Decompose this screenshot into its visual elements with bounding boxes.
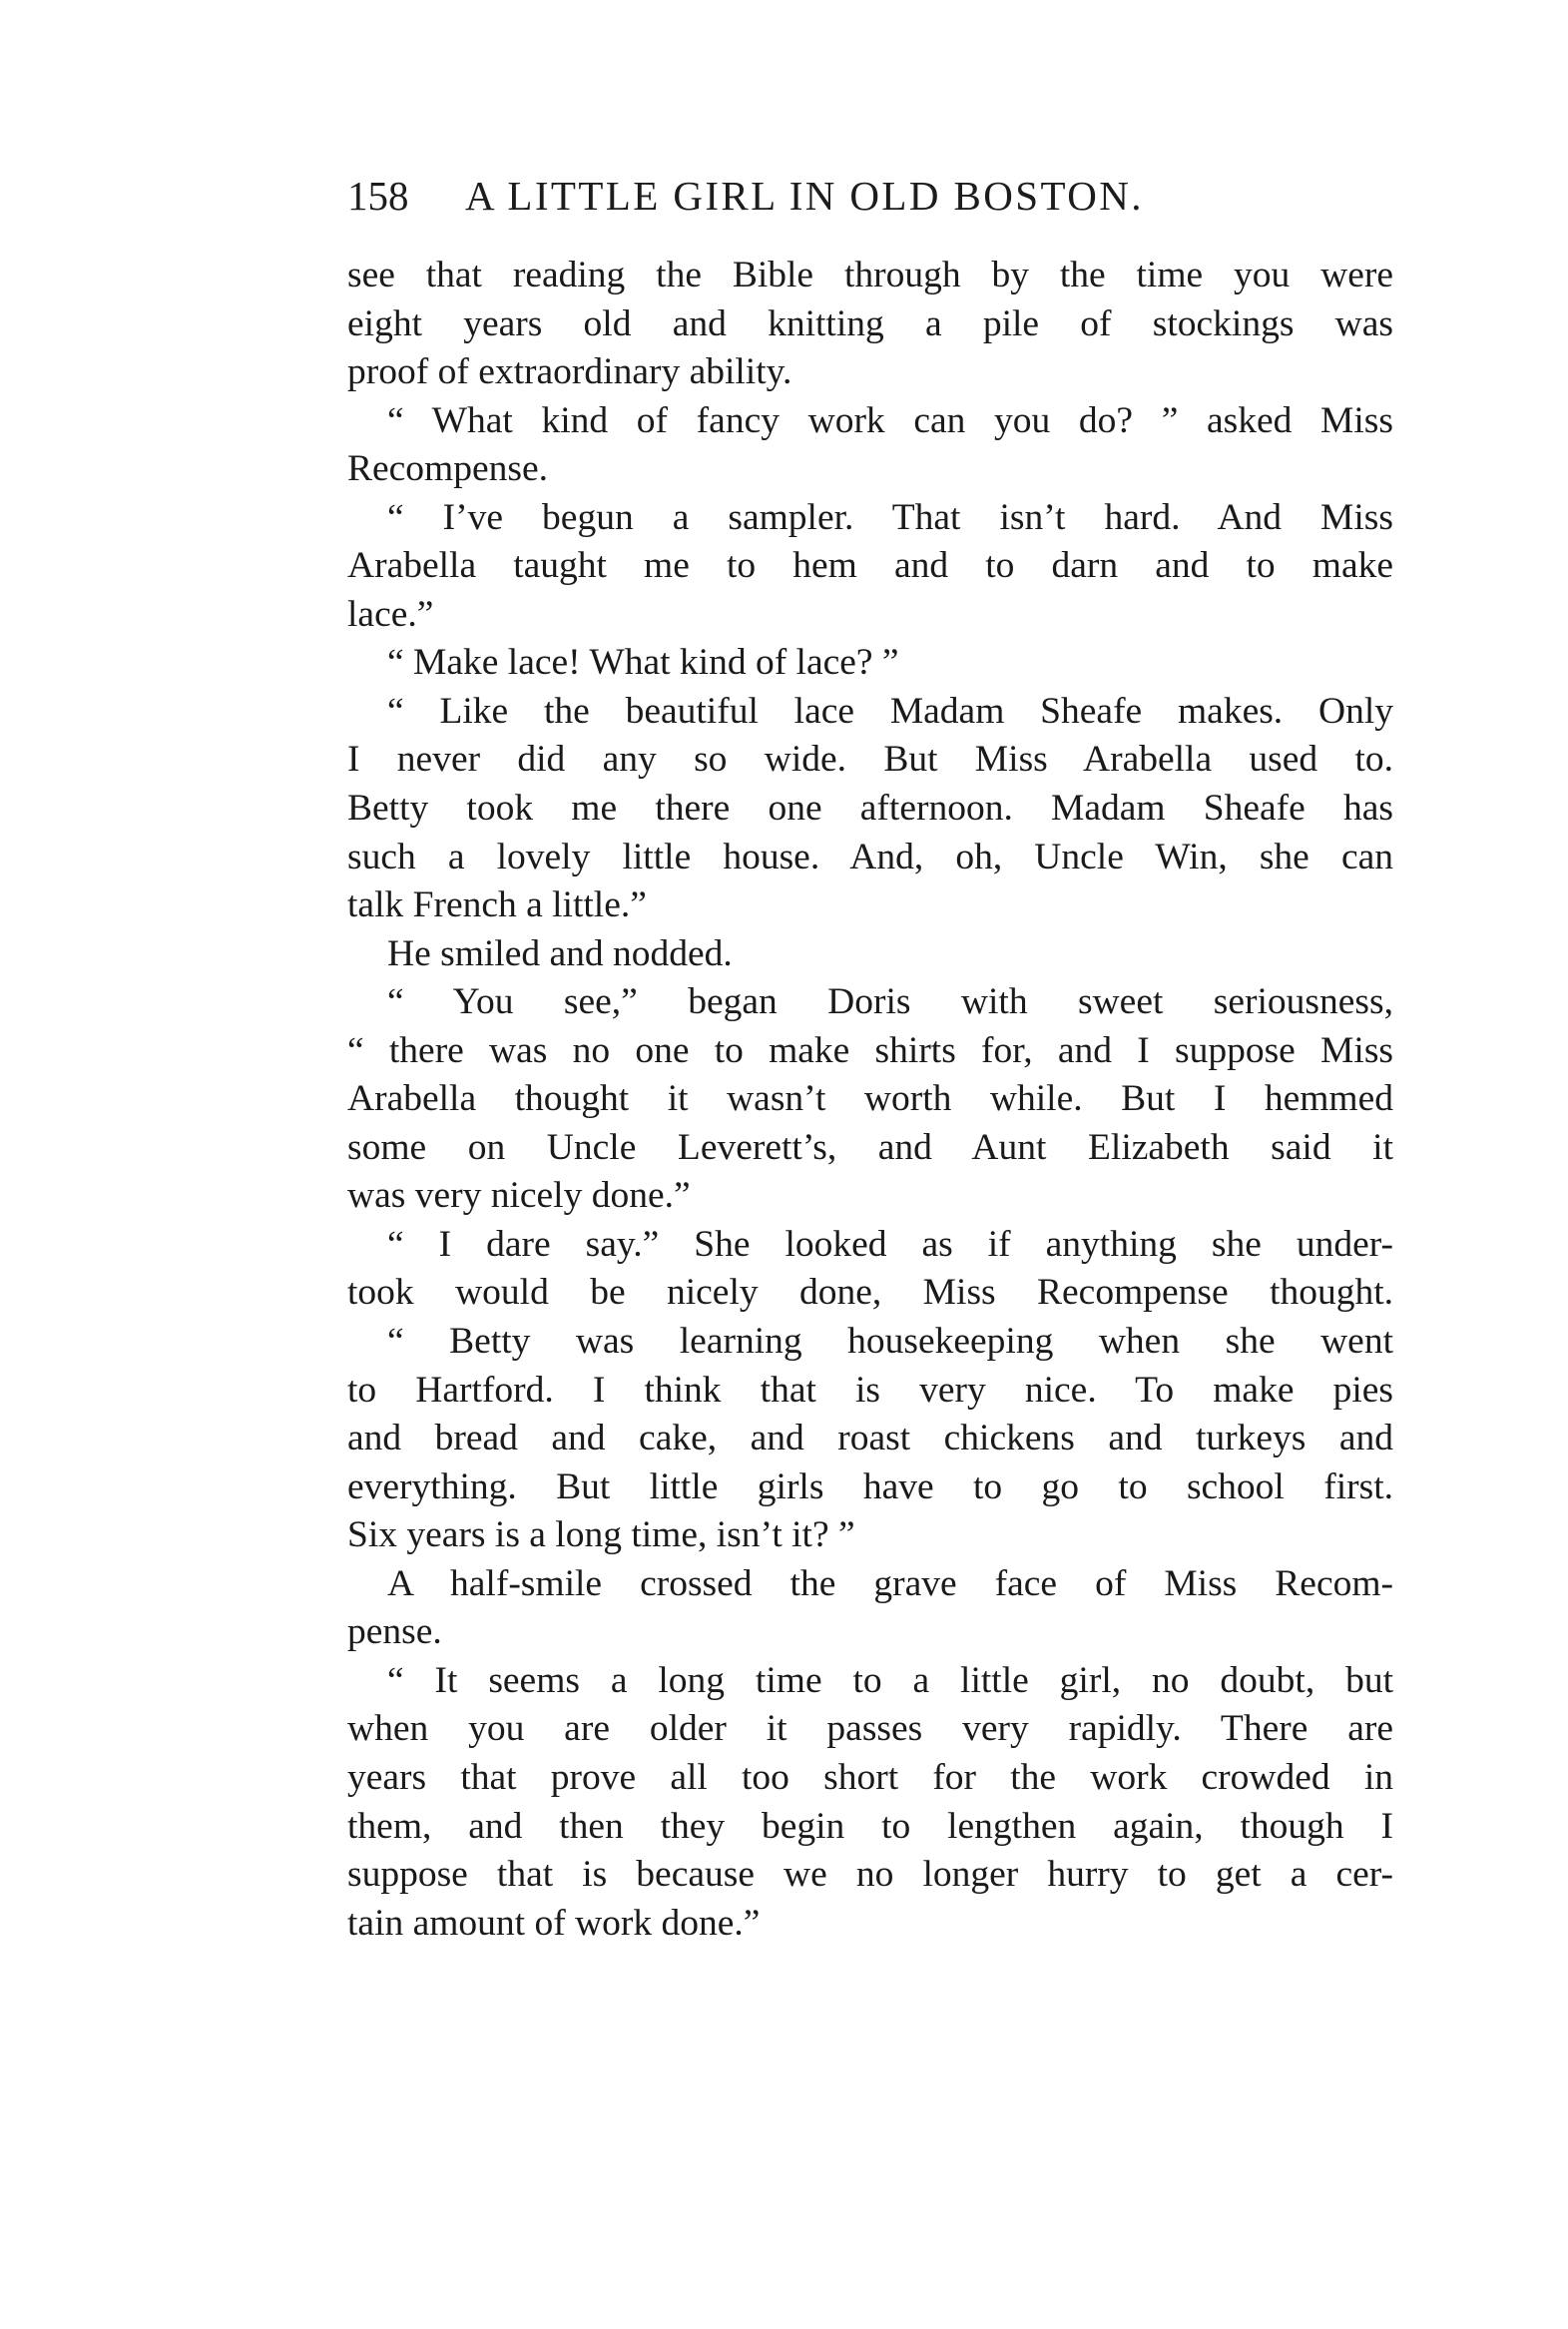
text-line: “ What kind of fancy work can you do? ” asked Miss [387, 399, 1393, 441]
text-line: “ I’ve begun a sampler. That isn’t hard. And Miss [387, 496, 1393, 538]
text-line: Arabella taught me to hem and to darn and to make [347, 545, 1393, 587]
text-line: eight years old and knitting a pile of stockings was [347, 302, 1393, 344]
text-line: I never did any so wide. But Miss Arabella used to. [347, 739, 1393, 781]
page-number: 158 [347, 173, 409, 219]
text-line: tain amount of work done.” [347, 1902, 761, 1944]
text-line: “ Like the beautiful lace Madam Sheafe makes. Only [387, 690, 1393, 732]
text-line: pense. [347, 1611, 442, 1653]
text-line: see that reading the Bible through by the time you were [347, 255, 1393, 295]
text-line: A half-smile crossed the grave face of Miss Recom- [387, 1562, 1393, 1604]
text-line: “ Make lace! What kind of lace? ” [387, 642, 899, 684]
text-line: “ Betty was learning housekeeping when she went [387, 1321, 1393, 1363]
running-head [347, 172, 1385, 220]
text-line: some on Uncle Leverett’s, and Aunt Elizabeth said it [347, 1126, 1393, 1168]
text-line: “ I dare say.” She looked as if anything she under- [387, 1223, 1393, 1265]
text-line: and bread and cake, and roast chickens and turkeys and [347, 1418, 1393, 1459]
text-line: He smiled and nodded. [387, 932, 733, 974]
body-text [347, 252, 1393, 1948]
text-line: everything. But little girls have to go to school first. [347, 1465, 1393, 1507]
text-line: them, and then they begin to lengthen again, though I [347, 1805, 1393, 1847]
running-title: A LITTLE GIRL IN OLD BOSTON. [465, 173, 1144, 219]
text-line: “ It seems a long time to a little girl, no doubt, but [387, 1659, 1393, 1701]
text-line: talk French a little.” [347, 884, 647, 926]
text-line: Betty took me there one afternoon. Madam Sheafe has [347, 788, 1393, 830]
text-line: such a lovely little house. And, oh, Uncle Win, she can [347, 836, 1393, 877]
text-line: Six years is a long time, isn’t it? ” [347, 1514, 855, 1556]
text-line: Arabella thought it wasn’t worth while. But I hemmed [347, 1078, 1393, 1120]
text-line: lace.” [347, 593, 434, 635]
text-line: suppose that is because we no longer hurry to get a cer- [347, 1854, 1393, 1896]
text-line: “ You see,” began Doris with sweet seriousness, [387, 981, 1393, 1023]
text-line: proof of extraordinary ability. [347, 351, 792, 393]
text-line: to Hartford. I think that is very nice. To make pies [347, 1369, 1393, 1411]
text-line: when you are older it passes very rapidly. There are [347, 1708, 1393, 1750]
text-line: years that prove all too short for the work crowded in [347, 1756, 1393, 1798]
text-line: took would be nicely done, Miss Recompense thought. [347, 1272, 1393, 1314]
text-line: Recompense. [347, 448, 548, 490]
text-line: was very nicely done.” [347, 1175, 691, 1217]
text-line: “ there was no one to make shirts for, and I suppose Miss [347, 1029, 1393, 1071]
